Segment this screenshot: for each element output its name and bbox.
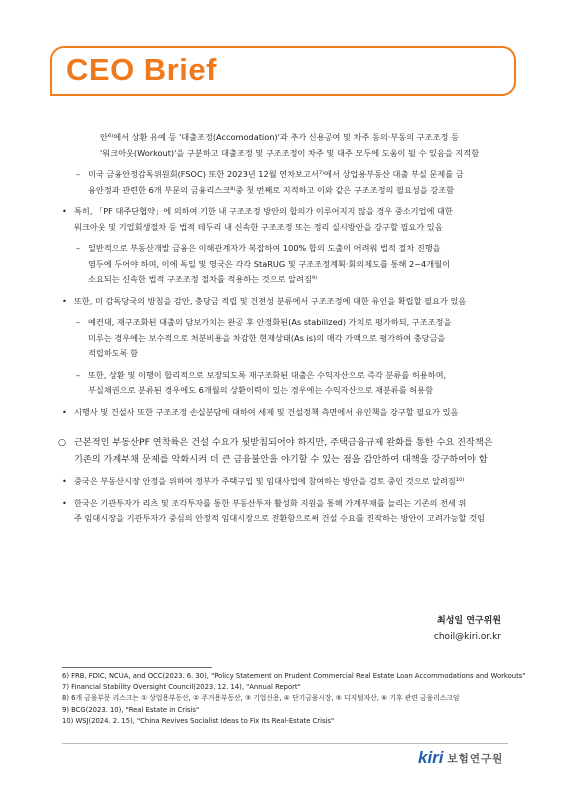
text-line: 안⁶⁾에서 상환 유예 등 '대출조정(Accomodation)'과 추가 신용공여 및 차주 동의·부동의 구조조정 등: [100, 132, 459, 142]
text-line: 일반적으로 부동산개발 금융은 이해관계자가 복잡하여 100% 합의 도출이 어려워 법적 절차 진행을: [88, 243, 441, 253]
dash-marker: –: [76, 369, 81, 380]
dot-bullet: [62, 204, 502, 235]
paragraph-continuation: [62, 130, 502, 161]
circle-bullet: [58, 434, 502, 468]
dash-marker: –: [76, 317, 81, 327]
text-line: 근본적인 부동산PF 연착륙은 건설 수요가 뒷받침되어야 하지만, 주택금융규제 완화를 통한 수요 진작책은: [74, 437, 493, 448]
text-line: 미루는 경우에는 보수적으로 처분비용을 차감한 현재상태(As is)의 매각 가액으로 평가하여 충당금을: [88, 332, 446, 343]
author-email: choil@kiri.or.kr: [433, 632, 501, 642]
footnote: 9) BCG(2023. 10), "Real Estate in Crisis": [62, 705, 200, 714]
text-line: 소요되는 신속한 법적 구조조정 절차를 적용하는 것으로 알려짐⁹⁾: [88, 274, 318, 284]
dash-bullet: [62, 368, 502, 399]
dash-bullet: [62, 241, 502, 288]
header-title: CEO Brief: [66, 52, 217, 87]
text-line: 또한, 미 감독당국의 방침을 감안, 충당금 적립 및 건전성 분류에서 구조조정에 대한 유인을 확립할 필요가 있음: [74, 295, 467, 306]
bullet-marker: •: [62, 206, 67, 216]
text-line: 융안정과 관련한 6개 부문의 금융리스크⁸⁾중 첫 번째로 지적하고 이와 같은 구조조정의 필요성을 강조함: [88, 184, 455, 195]
dash-marker: –: [76, 169, 81, 179]
dash-marker: –: [76, 243, 81, 253]
text-line: 주 임대시장을 기관투자가 중심의 안정적 임대시장으로 전환함으로써 건설 수요를 진작하는 방안이 고려가능할 것임: [74, 513, 485, 523]
text-line: 특히, 「PF 대주단협약」에 의하여 기한 내 구조조정 방안의 합의가 이루어지지 않을 경우 중소기업에 대한: [74, 206, 453, 216]
text-line: '워크아웃(Workout)'을 구분하고 대출조정 및 구조조정이 차주 및 대주 모두에 도움이 될 수 있음을 지적함: [100, 147, 480, 158]
dash-bullet: [62, 315, 502, 362]
author-signature: [434, 613, 501, 645]
footnote: 7) Financial Stability Oversight Council(2023. 12. 14), "Annual Report": [62, 683, 301, 692]
text-line: 또한, 상환 및 이행이 합리적으로 보장되도록 재구조화된 대출은 수익자산으로 즉각 분류를 허용하며,: [88, 369, 447, 380]
dot-bullet: [62, 405, 502, 421]
text-line: 적립하도록 함: [88, 348, 139, 358]
logo-mark: kiri: [418, 748, 444, 767]
logo-text: 보험연구원: [447, 752, 504, 765]
bullet-marker: •: [62, 476, 67, 486]
text-line: 부실채권으로 분류된 경우에도 6개월의 상환이력이 있는 경우에는 수익자산으로 재분류를 허용함: [88, 385, 433, 395]
dot-bullet: [62, 496, 502, 527]
footer-divider: [62, 743, 508, 744]
footnotes: [62, 671, 525, 727]
bullet-marker: •: [62, 295, 67, 306]
text-line: 시행사 및 건설사 또한 구조조정 손실분담에 대하여 세제 및 건설정책 측면에서 유인책을 강구할 필요가 있음: [74, 406, 459, 417]
footnote: 8) 6개 금융부문 리스크는 ① 상업용부동산, ② 주거용부동산, ③ 기업신용, ④ 단기금융시장, ⑤ 디지털자산, ⑥ 기후 관련 금융리스크임: [62, 694, 460, 703]
text-line: 염두에 두어야 하며, 이에 독일 및 영국은 각각 StaRUG 및 구조조정계획·회의제도를 통해 2~4개월이: [88, 258, 450, 269]
text-line: 예컨대, 재구조화된 대출의 담보가치는 완공 후 안정화된(As stabilized) 가치로 평가하되, 구조조정을: [88, 317, 452, 327]
text-line: 워크아웃 및 기업회생절차 등 법적 테두리 내 신속한 구조조정 또는 정리 실시방안을 강구할 필요가 있음: [74, 221, 443, 232]
kiri-logo: [418, 748, 503, 768]
text-line: 중국은 부동산시장 안정을 위하여 정부가 주택구입 및 임대사업에 참여하는 방안을 검토 중인 것으로 알려짐¹⁰⁾: [74, 476, 465, 486]
body-content: [58, 130, 502, 533]
bullet-marker: •: [62, 497, 67, 508]
text-line: 미국 금융안정감독위원회(FSOC) 또한 2023년 12월 연차보고서⁷⁾에서 상업용부동산 대출 부실 문제를 금: [88, 169, 464, 179]
circle-marker: ○: [58, 437, 67, 448]
author-name: 최성일 연구위원: [437, 616, 501, 626]
text-line: 기존의 가계부채 문제를 악화시켜 더 큰 금융불안을 야기할 수 있는 점을 감안하여 대책을 강구하여야 함: [74, 454, 488, 465]
text-line: 한국은 기관투자가 리츠 및 조각투자를 통한 부동산투자 활성화 지원을 통해 가계부채를 늘리는 기존의 전세 위: [74, 497, 467, 508]
footnote: 10) WSJ(2024. 2. 15), "China Revives Socialist Ideas to Fix Its Real-Estate Crisis": [62, 716, 335, 725]
bullet-marker: •: [62, 406, 67, 417]
dot-bullet: [62, 294, 502, 310]
dot-bullet: [62, 474, 502, 490]
footnote: 6) FRB, FDIC, NCUA, and OCC(2023. 6. 30), "Policy Statement on Prudent Commercial Real Estate Loan Accommodations and Workouts": [62, 672, 526, 680]
footnote-divider: [62, 667, 212, 668]
header-box: [50, 46, 516, 96]
dash-bullet: [62, 167, 502, 198]
